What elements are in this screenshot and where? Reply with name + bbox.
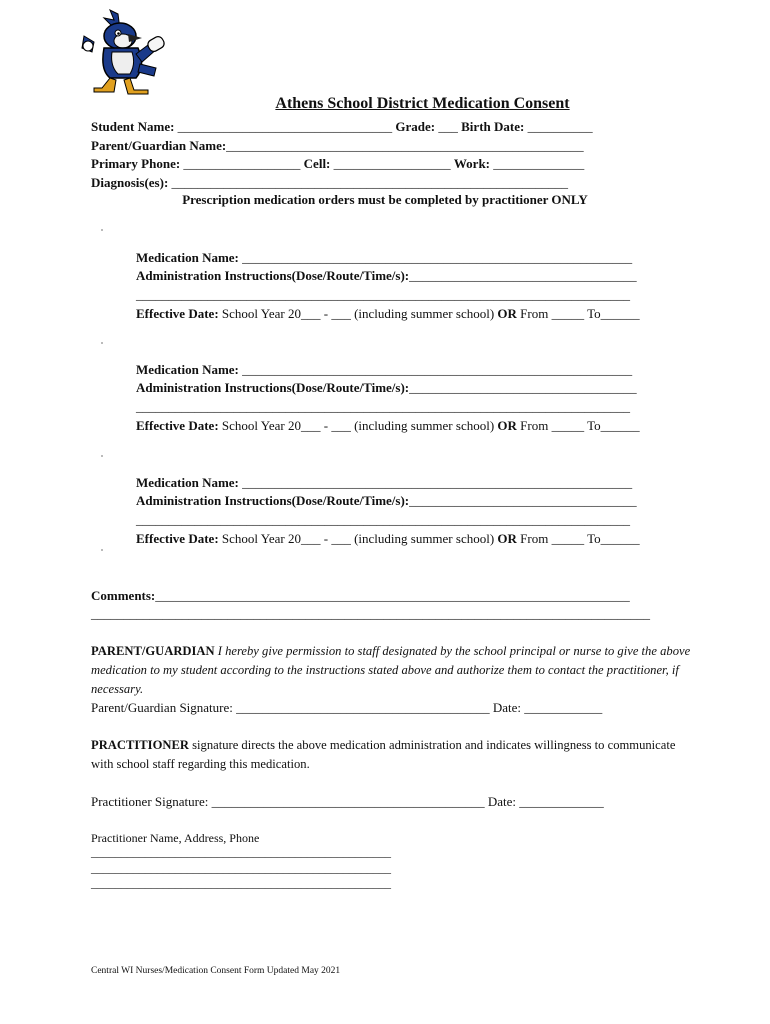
medication-1-name-line <box>136 249 632 267</box>
medication-2-effective-line <box>136 417 640 435</box>
cell-blank[interactable]: __________________ <box>330 156 454 171</box>
medication-2-admin-line <box>136 379 637 397</box>
effective-school-year[interactable]: School Year 20___ - ___ (including summer school) <box>218 306 498 321</box>
parent-signature-label: Parent/Guardian Signature: <box>91 700 233 715</box>
phone-line <box>91 155 584 173</box>
effective-school-year[interactable]: School Year 20___ - ___ (including summer school) <box>218 418 498 433</box>
medication-1-extra-line[interactable]: ____________________________________________________________________________ <box>136 287 630 302</box>
practitioner-date-blank[interactable]: _____________ <box>516 794 604 809</box>
comments-blank[interactable]: _________________________________________________________________________ <box>155 588 630 603</box>
parent-date-blank[interactable]: ____________ <box>521 700 603 715</box>
admin-instructions-blank[interactable]: ___________________________________ <box>409 493 637 508</box>
medication-name-label: Medication Name: <box>136 250 239 265</box>
practitioner-signature-label: Practitioner Signature: <box>91 794 209 809</box>
admin-instructions-blank[interactable]: ___________________________________ <box>409 268 637 283</box>
medication-3-extra-line[interactable]: ____________________________________________________________________________ <box>136 512 630 527</box>
diagnosis-label: Diagnosis(es): <box>91 175 169 190</box>
medication-name-blank[interactable]: ____________________________________________________________ <box>238 250 633 265</box>
admin-instructions-blank[interactable]: ___________________________________ <box>409 380 637 395</box>
parent-name-label: Parent/Guardian Name: <box>91 138 227 153</box>
form-title: Athens School District Medication Consent <box>275 95 570 112</box>
decorative-dot <box>101 549 103 551</box>
effective-date-label: Effective Date: <box>136 531 219 546</box>
birth-date-blank[interactable]: __________ <box>524 119 593 134</box>
medication-2-name-line <box>136 361 632 379</box>
effective-date-label: Effective Date: <box>136 306 219 321</box>
effective-date-label: Effective Date: <box>136 418 219 433</box>
primary-phone-label: Primary Phone: <box>91 156 181 171</box>
practitioner-info-label: Practitioner Name, Address, Phone <box>91 831 260 845</box>
practitioner-text: signature directs the above medication administration and indicates willingness to communicate with school staff regarding this medication. <box>91 738 676 771</box>
effective-from-to[interactable]: From _____ To______ <box>516 306 640 321</box>
cell-label: Cell: <box>303 156 331 171</box>
medication-name-label: Medication Name: <box>136 475 239 490</box>
medication-2-extra-line[interactable]: ____________________________________________________________________________ <box>136 399 630 414</box>
medication-3-admin-line <box>136 492 637 510</box>
parent-permission-paragraph <box>91 642 691 699</box>
effective-from-to[interactable]: From _____ To______ <box>516 531 640 546</box>
effective-from-to[interactable]: From _____ To______ <box>516 418 640 433</box>
practitioner-info-blank-3[interactable]: __________________________________________________ <box>91 876 391 890</box>
student-name-label: Student Name: <box>91 119 175 134</box>
medication-name-label: Medication Name: <box>136 362 239 377</box>
prescription-notice: Prescription medication orders must be completed by practitioner ONLY <box>182 192 588 207</box>
comments-blank-2[interactable]: ______________________________________________________________________________________ <box>91 606 650 621</box>
admin-instructions-label: Administration Instructions(Dose/Route/Time/s): <box>136 268 410 283</box>
student-info-line <box>91 118 593 136</box>
practitioner-signature-line <box>91 793 604 811</box>
practitioner-date-label: Date: <box>487 794 516 809</box>
practitioner-paragraph <box>91 736 691 774</box>
birth-date-label: Birth Date: <box>461 119 525 134</box>
blue-jay-mascot-logo <box>80 8 170 96</box>
parent-name-blank[interactable]: _______________________________________________________ <box>226 138 584 153</box>
decorative-dot <box>101 229 103 231</box>
work-label: Work: <box>453 156 491 171</box>
footer-text: Central WI Nurses/Medication Consent Form Updated May 2021 <box>91 966 341 976</box>
medication-3-effective-line <box>136 530 640 548</box>
parent-signature-blank[interactable]: _______________________________________ <box>232 700 493 715</box>
practitioner-info-blank-2[interactable]: __________________________________________________ <box>91 861 391 875</box>
practitioner-heading: PRACTITIONER <box>91 738 189 752</box>
parent-signature-line <box>91 699 602 717</box>
primary-phone-blank[interactable]: __________________ <box>180 156 304 171</box>
grade-blank[interactable]: ___ <box>435 119 462 134</box>
practitioner-info-blank-1[interactable]: __________________________________________________ <box>91 845 391 859</box>
work-blank[interactable]: ______________ <box>490 156 585 171</box>
parent-guardian-heading: PARENT/GUARDIAN <box>91 644 215 658</box>
grade-label: Grade: <box>395 119 436 134</box>
mascot-icon <box>80 8 170 96</box>
diagnosis-line <box>91 174 568 192</box>
admin-instructions-label: Administration Instructions(Dose/Route/Time/s): <box>136 380 410 395</box>
medication-1-effective-line <box>136 305 640 323</box>
effective-school-year[interactable]: School Year 20___ - ___ (including summer school) <box>218 531 498 546</box>
decorative-dot <box>101 455 103 457</box>
or-label: OR <box>497 418 517 433</box>
medication-name-blank[interactable]: ____________________________________________________________ <box>238 362 633 377</box>
student-name-blank[interactable]: _________________________________ <box>174 119 396 134</box>
practitioner-signature-blank[interactable]: __________________________________________ <box>208 794 488 809</box>
comments-line <box>91 587 630 605</box>
or-label: OR <box>497 306 517 321</box>
parent-date-label: Date: <box>492 700 522 715</box>
or-label: OR <box>497 531 517 546</box>
comments-label: Comments: <box>91 588 156 603</box>
medication-1-admin-line <box>136 267 637 285</box>
medication-name-blank[interactable]: ____________________________________________________________ <box>238 475 633 490</box>
diagnosis-blank[interactable]: _____________________________________________________________ <box>168 175 569 190</box>
admin-instructions-label: Administration Instructions(Dose/Route/Time/s): <box>136 493 410 508</box>
parent-name-line <box>91 137 584 155</box>
decorative-dot <box>101 342 103 344</box>
parent-permission-text: I hereby give permission to staff designated by the school principal or nurse to give the above medication to my student according to the instructions stated above and authorize them to contact the practitioner, if necessary. <box>91 644 691 696</box>
medication-3-name-line <box>136 474 632 492</box>
